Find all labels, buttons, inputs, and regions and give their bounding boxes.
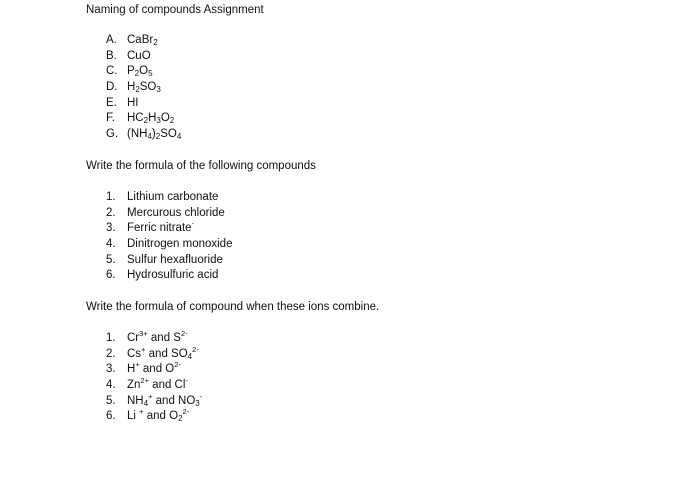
list-item [106,80,181,96]
list-item [106,331,202,347]
list-marker: 1. [106,191,116,203]
subscript: 2 [134,69,140,79]
subscript: 3 [156,85,161,95]
list-marker: D. [106,81,118,94]
superscript: + [141,344,146,354]
superscript: - [185,376,188,386]
text-run: SO [160,128,177,141]
list-item [106,378,202,394]
subscript: 2 [178,414,183,424]
subscript: 4 [147,132,152,142]
subscript: 2 [143,116,149,126]
list-item [106,409,202,425]
text-run: and O [143,410,179,423]
text-run: HC [127,112,144,125]
list-item [106,96,181,112]
list-marker: 6. [106,410,116,423]
text-run: Li [127,410,140,423]
subscript: 2 [155,132,161,142]
text-run: (NH [127,128,148,141]
item-text [127,34,158,46]
superscript: 2- [182,407,190,417]
item-text [127,112,174,124]
text-run: CaBr [127,34,154,46]
text-run: Sulfur hexafluoride [127,253,223,266]
text-run: Dinitrogen monoxide [127,238,233,251]
list-marker: 3. [106,363,116,376]
list-marker: 6. [106,269,116,282]
item-text [127,391,203,408]
list-marker: 5. [106,253,116,266]
list-marker: 2. [106,206,116,219]
ion-pair-list [106,331,202,425]
item-text [127,81,161,93]
text-run: H [127,81,136,94]
section-heading-ions: Write the formula of compound when these ions combine. [86,301,380,313]
superscript: 2- [174,360,181,370]
list-marker: G. [106,128,119,141]
superscript: - [199,391,203,401]
subscript: 5 [148,69,153,79]
list-marker: E. [106,96,117,109]
superscript: 2+ [140,376,149,386]
compound-list-letters [106,33,181,143]
item-text [127,407,190,424]
list-item [106,127,181,143]
list-marker: 2. [106,347,116,360]
text-run: Lithium carbonate [127,191,219,203]
list-item [106,190,232,206]
list-marker: 4. [106,379,116,392]
list-item [106,111,181,127]
text-run: O [139,65,149,78]
list-marker: B. [106,49,117,62]
text-run: Zn [127,379,141,392]
superscript: 2- [192,344,199,354]
list-marker: 3. [106,222,116,235]
item-text [127,65,153,77]
superscript: + [135,360,140,370]
subscript: 2 [169,116,175,126]
list-item [106,268,232,284]
text-run: and SO [145,347,188,360]
text-run: H [148,112,157,125]
section-heading-formula: Write the formula of the following compounds [86,160,316,172]
text-run: and O [139,363,175,376]
item-text [127,376,188,392]
text-run: H [127,363,136,376]
list-marker: 5. [106,394,116,407]
item-text [127,344,199,361]
subscript: 2 [153,38,158,47]
item-text [127,97,139,109]
subscript: 4 [187,351,193,361]
item-text [127,238,232,250]
text-run: CuO [127,49,151,62]
list-item [106,64,181,80]
text-run: ) [151,128,156,141]
list-item [106,221,232,237]
text-run: and S [147,332,181,344]
subscript: 4 [143,398,149,408]
list-item [106,253,232,269]
subscript: 2 [135,85,140,95]
item-text [127,254,223,266]
list-item [106,33,181,49]
text-run: and NO [152,394,196,407]
superscript: - [191,219,195,229]
list-marker: F. [106,112,115,125]
list-marker: C. [106,65,118,78]
item-text [127,50,151,62]
item-text [127,360,181,376]
text-run: Cs [127,347,142,360]
text-run: NH [127,394,144,407]
subscript: 3 [156,116,161,126]
list-marker: 4. [106,238,116,251]
text-run: Hydrosulfuric acid [127,269,219,282]
text-run: HI [127,96,139,109]
page-title: Naming of compounds Assignment [86,4,264,16]
list-marker: A. [106,34,117,46]
list-item [106,206,232,222]
list-item [106,49,181,65]
text-run: Mercurous chloride [127,206,225,219]
text-run: P [127,65,135,78]
text-run: SO [139,81,157,94]
item-text [127,191,218,203]
superscript: + [139,407,144,417]
subscript: 4 [176,132,182,142]
text-run: O [160,112,170,125]
list-item [106,344,202,363]
subscript: 3 [195,398,200,408]
list-marker: 1. [106,332,116,344]
item-text [127,219,195,235]
list-item [106,237,232,253]
text-run: Cr [127,332,140,344]
superscript: + [148,391,153,401]
item-text [127,329,188,344]
superscript: 3+ [139,329,148,338]
item-text [127,128,181,140]
item-text [127,269,218,281]
compound-list-names [106,190,232,284]
text-run: Ferric nitrate [127,222,192,235]
superscript: 2- [180,329,188,338]
text-run: and Cl [148,379,186,392]
item-text [127,207,225,219]
